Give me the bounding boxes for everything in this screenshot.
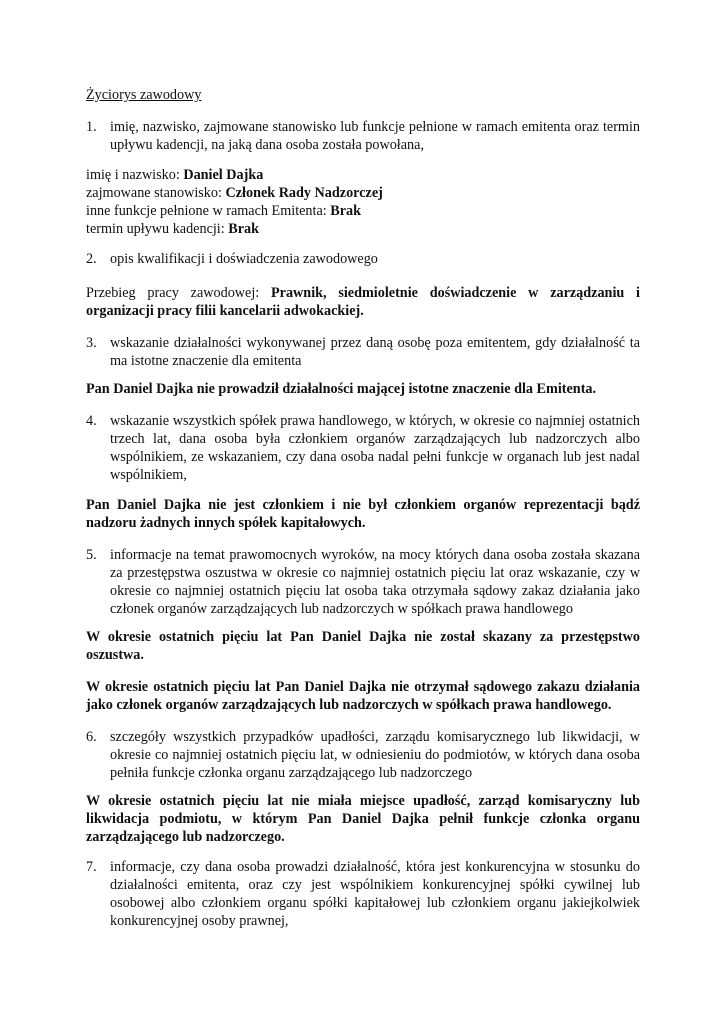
list-item-6 <box>86 728 640 782</box>
field-position <box>86 184 640 202</box>
item-number: 4. <box>86 413 97 429</box>
field-value: Daniel Dajka <box>183 167 264 183</box>
list-item-7 <box>86 858 640 930</box>
field-label: imię i nazwisko: <box>86 167 184 183</box>
list-item-3 <box>86 334 640 370</box>
item-text: wskazanie wszystkich spółek prawa handlowego, w których, w okresie co najmniej ostatnich trzech lat, dana osoba była członkiem organów zarządzających lub nadzorczych albo wspólnikiem, ze wskazaniem, czy dana osoba nadal pełni funkcje w organach lub jest nadal wspólnikiem, <box>110 413 640 483</box>
item-number: 3. <box>86 335 97 351</box>
answer-5a: W okresie ostatnich pięciu lat Pan Daniel Dajka nie został skazany za przestępstwo oszustwa. <box>86 629 640 663</box>
item-text: informacje na temat prawomocnych wyroków, na mocy których dana osoba została skazana za przestępstwa oszustwa w okresie co najmniej ostatnich pięciu lat oraz wskazanie, czy w okresie co najmniej ostatnich pięciu lat osoba taka otrzymała sądowy zakaz działania jako członek organów zarządzających lub nadzorczych w spółkach prawa handlowego <box>110 547 640 617</box>
person-fields <box>86 166 640 238</box>
item-text: wskazanie działalności wykonywanej przez daną osobę poza emitentem, gdy działalność ta ma istotne znaczenie dla emitenta <box>110 335 640 369</box>
list-item-5 <box>86 546 640 618</box>
item-number: 1. <box>86 119 97 135</box>
item-text: informacje, czy dana osoba prowadzi działalność, która jest konkurencyjna w stosunku do działalności emitenta, oraz czy jest wspólnikiem konkurencyjnej spółki cywilnej lub osobowej albo członkiem organu spółki kapitałowej lub członkiem organu jakiejkolwiek konkurencyjnej osoby prawnej, <box>110 859 640 929</box>
document-title: Życiorys zawodowy <box>86 87 202 103</box>
career-label: Przebieg pracy zawodowej: <box>86 285 271 301</box>
field-value: Członek Rady Nadzorczej <box>225 185 383 201</box>
field-label: termin upływu kadencji: <box>86 221 229 237</box>
field-name <box>86 166 640 184</box>
item-number: 7. <box>86 859 97 875</box>
field-value: Brak <box>330 203 361 219</box>
field-term <box>86 220 640 238</box>
answer-3: Pan Daniel Dajka nie prowadził działalności mającej istotne znaczenie dla Emitenta. <box>86 381 597 397</box>
field-other-functions <box>86 202 640 220</box>
list-item-1 <box>86 118 640 154</box>
item-text: szczegóły wszystkich przypadków upadłości, zarządu komisarycznego lub likwidacji, w okresie co najmniej ostatnich pięciu lat, w odniesieniu do podmiotów, w których dana osoba pełniła funkcje członka organu zarządzającego lub nadzorczego <box>110 729 640 781</box>
item-number: 6. <box>86 729 97 745</box>
career-paragraph <box>86 284 640 320</box>
answer-4: Pan Daniel Dajka nie jest członkiem i nie był członkiem organów reprezentacji bądź nadzoru żadnych innych spółek kapitałowych. <box>86 497 640 531</box>
answer-6: W okresie ostatnich pięciu lat nie miała miejsce upadłość, zarząd komisaryczny lub likwidacja podmiotu, w którym Pan Daniel Dajka pełnił funkcje członka organu zarządzającego lub nadzorczego. <box>86 793 640 845</box>
answer-5b: W okresie ostatnich pięciu lat Pan Daniel Dajka nie otrzymał sądowego zakazu działania jako członek organów zarządzających lub nadzorczych w spółkach prawa handlowego. <box>86 679 640 713</box>
field-value: Brak <box>228 221 259 237</box>
list-item-4 <box>86 412 640 484</box>
item-number: 2. <box>86 251 97 267</box>
item-text: imię, nazwisko, zajmowane stanowisko lub funkcje pełnione w ramach emitenta oraz termin upływu kadencji, na jaką dana osoba została powołana, <box>110 119 640 153</box>
field-label: inne funkcje pełnione w ramach Emitenta: <box>86 203 331 219</box>
career-value: Prawnik, siedmioletnie doświadczenie w zarządzaniu i organizacji pracy filii kancelarii adwokackiej. <box>86 285 640 319</box>
item-number: 5. <box>86 547 97 563</box>
list-item-2 <box>86 250 640 268</box>
item-text: opis kwalifikacji i doświadczenia zawodowego <box>110 251 378 267</box>
field-label: zajmowane stanowisko: <box>86 185 226 201</box>
